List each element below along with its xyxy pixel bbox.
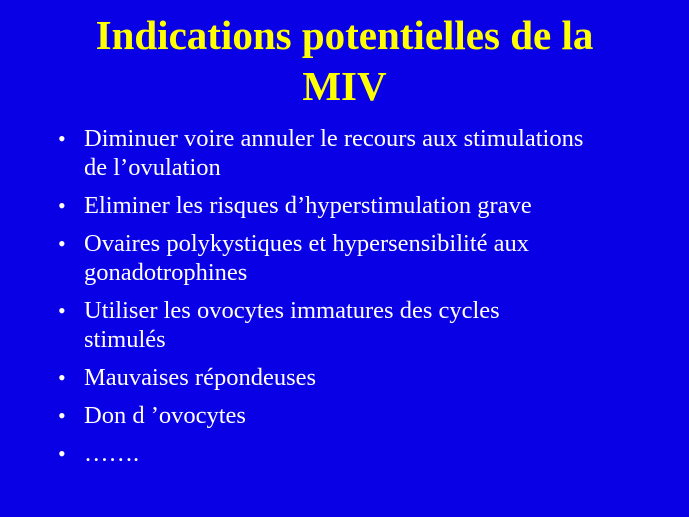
- bullet-text-line-1: Utiliser les ovocytes immatures des cycles: [84, 297, 500, 324]
- bullet-icon: •: [58, 441, 66, 466]
- bullet-icon: •: [58, 231, 66, 256]
- bullet-text-line-1: Diminuer voire annuler le recours aux stimulations: [84, 125, 584, 152]
- bullet-icon: •: [58, 403, 66, 428]
- bullet-item: [58, 401, 658, 430]
- bullet-text-line-1: Mauvaises répondeuses: [84, 364, 317, 391]
- bullet-item: [58, 363, 658, 392]
- bullet-text-line-1: Don d ’ovocytes: [84, 402, 246, 429]
- bullet-item: [58, 296, 658, 354]
- bullet-item: [58, 124, 658, 182]
- bullet-item: [58, 191, 658, 220]
- slide-title: [0, 10, 689, 112]
- bullet-text-line-1: Ovaires polykystiques et hypersensibilité aux: [84, 230, 529, 257]
- bullet-icon: •: [58, 126, 66, 151]
- bullet-icon: •: [58, 298, 66, 323]
- slide-title-line-2: MIV: [302, 63, 387, 109]
- bullet-item: [58, 229, 658, 287]
- bullet-list: [58, 124, 658, 477]
- bullet-icon: •: [58, 193, 66, 218]
- bullet-text-line-1: …….: [84, 440, 140, 467]
- bullet-text-line-1: Eliminer les risques d’hyperstimulation grave: [84, 192, 532, 219]
- bullet-text-line-2: gonadotrophines: [84, 259, 248, 286]
- bullet-item: [58, 439, 658, 468]
- bullet-text-line-2: de l’ovulation: [84, 154, 221, 181]
- bullet-icon: •: [58, 365, 66, 390]
- bullet-text-line-2: stimulés: [84, 326, 166, 353]
- slide-title-line-1: Indications potentielles de la: [95, 12, 594, 58]
